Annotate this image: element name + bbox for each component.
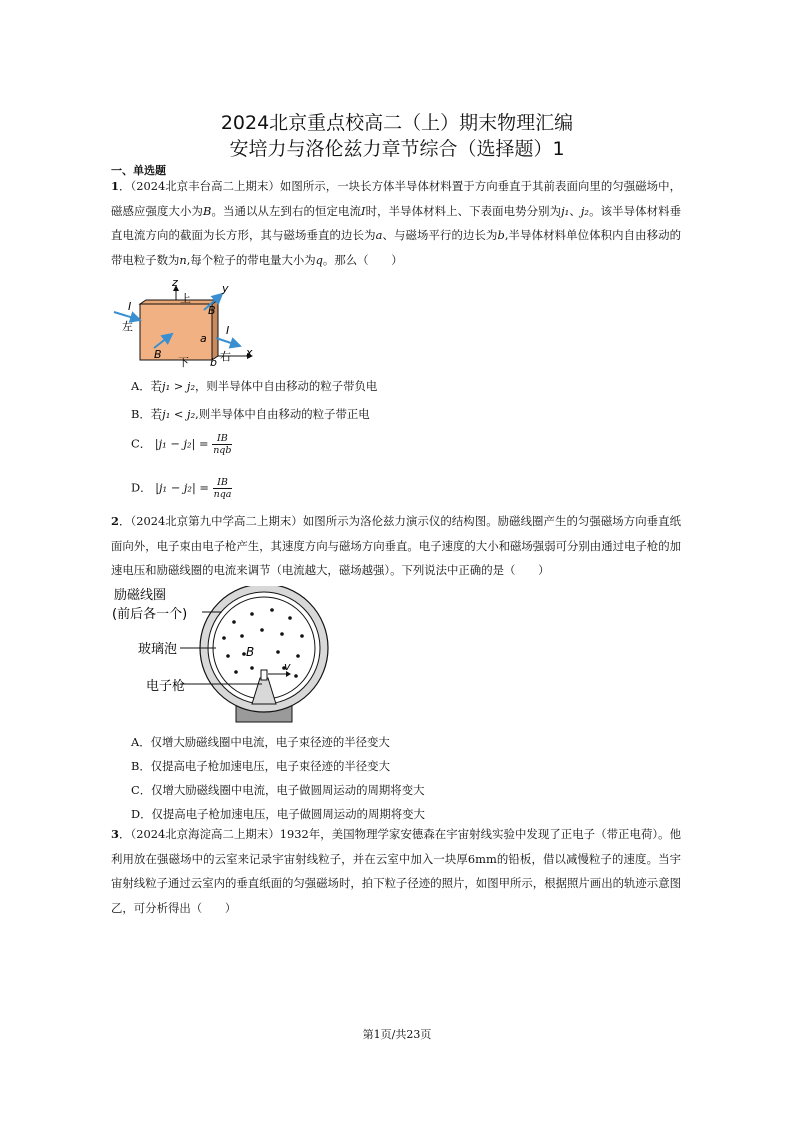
- q1-option-c[interactable]: [131, 433, 232, 456]
- label-B-top: B: [208, 304, 216, 317]
- option-lhs: |j₁ − j₂| =: [154, 436, 209, 451]
- question-number: 1: [111, 179, 119, 193]
- document-title-line-2: 安培力与洛伦兹力章节综合（选择题）1: [229, 138, 565, 160]
- label-a: a: [200, 332, 207, 345]
- var-B: B: [203, 203, 212, 218]
- option-lhs: |j₁ − j₂| =: [155, 480, 209, 495]
- label-left: 左: [122, 320, 133, 333]
- option-label: D．: [131, 480, 152, 495]
- label-y: y: [222, 282, 229, 295]
- q3-body: 1932年，美国物理学家安德森在宇宙射线实验中发现了正电子（带正电荷）。他利用放在强磁场中的云室来记录宇宙射线粒子，并在云室中加入一块厚6mm的铅板，借以减慢粒子的速度。当宇宙射线粒子通过云室内的垂直纸面的匀强磁场时，拍下粒子径迹的照片，如图甲所示，根据照片画出的轨迹示意图乙，可分析得出（ ）: [111, 827, 681, 915]
- label-coil-2: (前后各一个): [112, 607, 188, 622]
- var-I: I: [361, 203, 366, 218]
- q1-sep: 、: [569, 203, 581, 218]
- page-footer: 第1页/共23页: [362, 1028, 432, 1041]
- option-label: C．: [131, 436, 152, 451]
- q1-text-f: ,半导体材料单位体积内自由移动的带电粒子数为: [111, 228, 681, 267]
- label-gun: 电子枪: [146, 679, 186, 694]
- label-z: z: [172, 276, 178, 289]
- question-source: ．（2024北京海淀高二上期末）: [118, 827, 280, 841]
- q1-text-a: 如图所示，一块长方体半导体材料置于方向垂直于其前表面向里的匀强磁场中，磁感应强度大小为: [111, 179, 681, 218]
- q1-option-d[interactable]: [131, 477, 232, 500]
- fraction-numerator: IB: [213, 477, 233, 489]
- question-2-text: [111, 509, 681, 583]
- label-v: v: [284, 660, 291, 673]
- document-title-line-1: 2024北京重点校高二（上）期末物理汇编: [220, 112, 574, 134]
- question-source: ．（2024北京丰台高二上期末）: [118, 179, 280, 193]
- q1-text-h: 。那么（ ）: [322, 252, 403, 267]
- fraction: [213, 477, 233, 500]
- q1-text-e: 、与磁场平行的边长为: [382, 228, 498, 242]
- question-1-text: [111, 174, 681, 272]
- var-q: q: [315, 252, 323, 267]
- question-number: 3: [111, 827, 119, 841]
- q2-option-b[interactable]: B．仅提高电子枪加速电压，电子束径迹的半径变大: [131, 759, 390, 773]
- var-a: a: [375, 228, 383, 242]
- q2-body: 如图所示为洛伦兹力演示仪的结构图。励磁线圈产生的匀强磁场方向垂直纸面向外，电子束由电子枪产生，其速度方向与磁场方向垂直。电子速度的大小和磁场强弱可分别由通过电子枪的加速电压和励磁线圈的电流来调节（电流越大，磁场越强）。下列说法中正确的是（ ）: [111, 514, 681, 577]
- option-expr: j₁ < j₂: [162, 407, 196, 421]
- question-3-text: [111, 822, 681, 920]
- fraction-denominator: nqb: [213, 445, 232, 456]
- q1-text-c: 时，半导体材料上、下表面电势分别为: [365, 203, 562, 218]
- q1-figure-semiconductor-slab: [112, 276, 262, 368]
- option-post: ，则半导体中自由移动的粒子带负电: [195, 379, 378, 393]
- question-number: 2: [111, 514, 119, 528]
- option-label: B．: [131, 407, 151, 421]
- option-post: ,则半导体中自由移动的粒子带正电: [195, 407, 370, 421]
- label-right: 右: [220, 350, 231, 363]
- q1-option-b[interactable]: [131, 406, 370, 422]
- question-source: ．（2024北京第九中学高二上期末）: [118, 514, 303, 528]
- option-pre: 若: [150, 379, 163, 393]
- label-bulb: 玻璃泡: [138, 642, 178, 657]
- q2-figure-lorentz-demo: [112, 586, 332, 726]
- q1-option-a[interactable]: [131, 378, 377, 394]
- q1-text-b: 。当通以从左到右的恒定电流: [211, 203, 362, 218]
- var-b: b: [497, 228, 505, 242]
- label-up: 上: [180, 292, 191, 305]
- section-label: 一、单选题: [111, 164, 166, 177]
- var-j2: j₂: [580, 203, 589, 218]
- var-j1: j₁: [561, 203, 570, 218]
- label-down: 下: [178, 356, 189, 368]
- label-I-left: I: [128, 300, 132, 313]
- option-expr: j₁ > j₂: [162, 379, 196, 393]
- q1-text-g: ,每个粒子的带电量大小为: [186, 252, 316, 267]
- var-n: n: [179, 252, 187, 267]
- fraction-denominator: nqa: [213, 489, 232, 500]
- label-x: x: [246, 346, 253, 359]
- label-B: B: [246, 645, 255, 659]
- option-pre: 若: [150, 407, 163, 421]
- q2-option-a[interactable]: A．仅增大励磁线圈中电流，电子束径迹的半径变大: [131, 735, 390, 749]
- label-b: b: [210, 356, 217, 368]
- fraction: [212, 433, 232, 456]
- label-B-bottom: B: [154, 348, 162, 361]
- q2-option-d[interactable]: D．仅提高电子枪加速电压，电子做圆周运动的周期将变大: [131, 807, 425, 821]
- option-label: A．: [131, 379, 151, 393]
- q1-text-d: 。该半导体材料垂直电流方向的截面为长方形，其与磁场垂直的边长为: [111, 203, 681, 242]
- label-I-right: I: [226, 324, 230, 337]
- label-coil-1: 励磁线圈: [114, 588, 167, 603]
- q2-option-c[interactable]: C．仅增大励磁线圈中电流，电子做圆周运动的周期将变大: [131, 783, 425, 797]
- fraction-numerator: IB: [212, 433, 232, 445]
